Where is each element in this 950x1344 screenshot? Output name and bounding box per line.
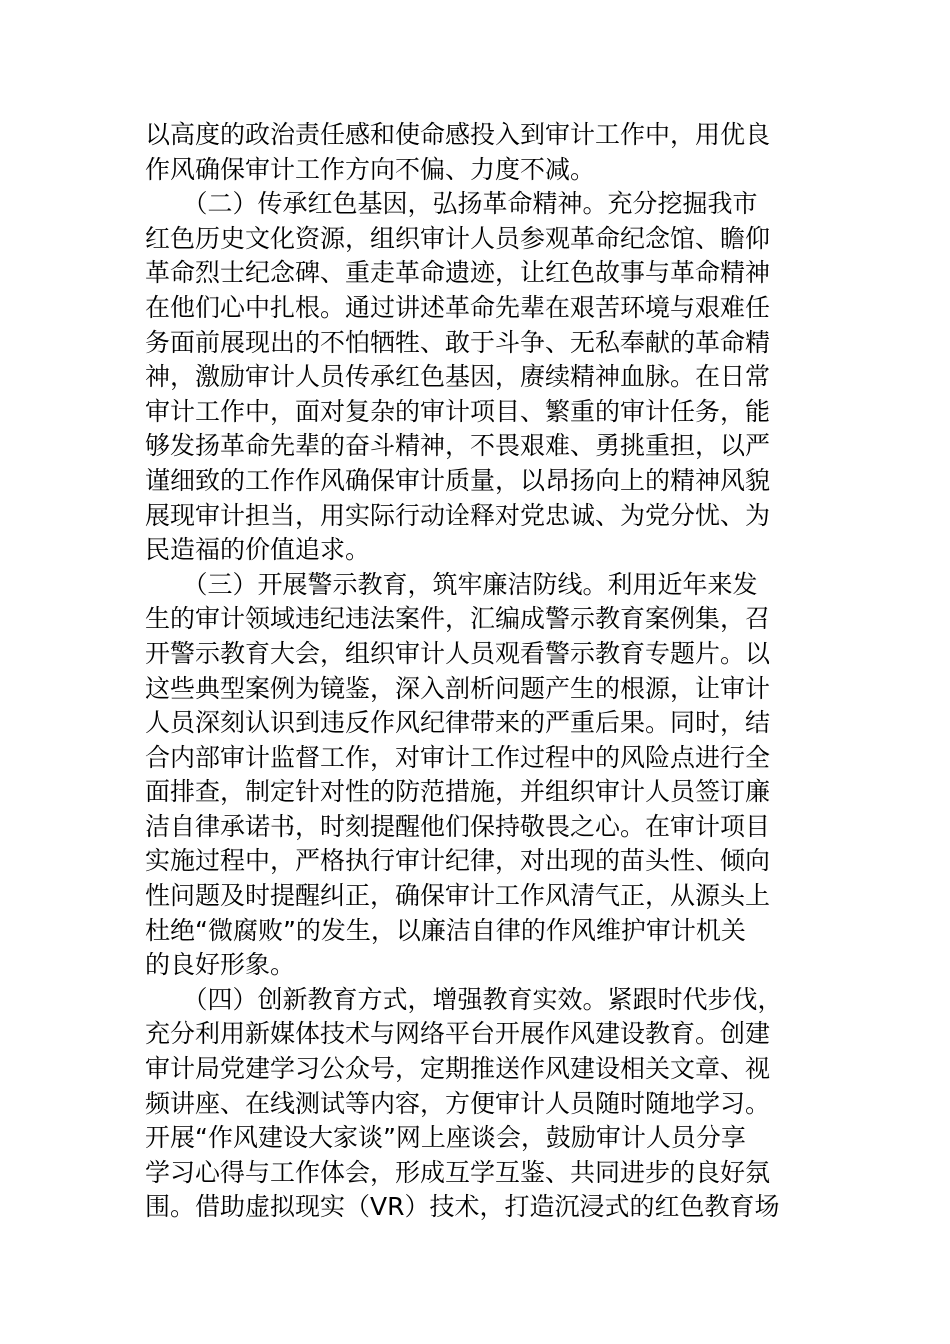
body-text: [145, 118, 845, 1225]
text-line: 神，激励审计人员传承红色基因，赓续精神血脉。在日常: [145, 362, 771, 392]
text-line: 围。借助虚拟现实（VR）技术，打造沉浸式的红色教育场: [145, 1192, 780, 1222]
text-line: 以高度的政治责任感和使命感投入到审计工作中，用优良: [145, 120, 771, 149]
text-line: 开展“作风建设大家谈”网上座谈会，鼓励审计人员分享: [145, 1123, 746, 1153]
text-line: 实施过程中，严格执行审计纪律，对出现的苗头性、倾向: [145, 846, 771, 876]
text-line: 面排查，制定针对性的防范措施，并组织审计人员签订廉: [145, 777, 771, 807]
text-line: 够发扬革命先辈的奋斗精神，不畏艰难、勇挑重担，以严: [145, 431, 771, 461]
text-line: （二）传承红色基因，弘扬革命精神。充分挖掘我市: [145, 189, 758, 219]
text-line: 红色历史文化资源，组织审计人员参观革命纪念馆、瞻仰: [145, 223, 771, 253]
text-line: 民造福的价值追求。: [145, 535, 371, 565]
text-line: 审计局党建学习公众号，定期推送作风建设相关文章、视: [145, 1054, 771, 1084]
text-line: 务面前展现出的不怕牺牲、敢于斗争、无私奉献的革命精: [145, 327, 771, 357]
text-line: 这些典型案例为镜鉴，深入剖析问题产生的根源，让审计: [145, 673, 771, 703]
text-line: 充分利用新媒体技术与网络平台开展作风建设教育。创建: [145, 1019, 771, 1049]
text-line: 性问题及时提醒纠正，确保审计工作风清气正，从源头上: [145, 881, 771, 911]
text-line: 生的审计领域违纪违法案件，汇编成警示教育案例集，召: [145, 604, 771, 634]
text-line: 作风确保审计工作方向不偏、力度不减。: [145, 154, 596, 184]
text-line: 杜绝“微腐败”的发生，以廉洁自律的作风维护审计机关: [145, 915, 746, 945]
text-line: 人员深刻认识到违反作风纪律带来的严重后果。同时，结: [145, 708, 771, 738]
text-line: 洁自律承诺书，时刻提醒他们保持敬畏之心。在审计项目: [145, 811, 771, 841]
text-line: 合内部审计监督工作，对审计工作过程中的风险点进行全: [145, 742, 771, 772]
text-line: 频讲座、在线测试等内容，方便审计人员随时随地学习。: [145, 1088, 771, 1118]
text-line: 学习心得与工作体会，形成互学互鉴、共同进步的良好氛: [145, 1157, 771, 1187]
text-line: 谨细致的工作作风确保审计质量，以昂扬向上的精神风貌: [145, 465, 771, 495]
text-line: 展现审计担当，用实际行动诠释对党忠诚、为党分忧、为: [145, 500, 771, 530]
text-line: 在他们心中扎根。通过讲述革命先辈在艰苦环境与艰难任: [145, 292, 771, 322]
text-line: 审计工作中，面对复杂的审计项目、繁重的审计任务，能: [145, 396, 771, 426]
text-line: （四）创新教育方式，增强教育实效。紧跟时代步伐，: [145, 984, 783, 1014]
text-line: （三）开展警示教育，筑牢廉洁防线。利用近年来发: [145, 569, 758, 599]
text-line: 的良好形象。: [145, 950, 296, 980]
text-line: 开警示教育大会，组织审计人员观看警示教育专题片。以: [145, 638, 771, 668]
text-line: 革命烈士纪念碑、重走革命遗迹，让红色故事与革命精神: [145, 258, 771, 288]
